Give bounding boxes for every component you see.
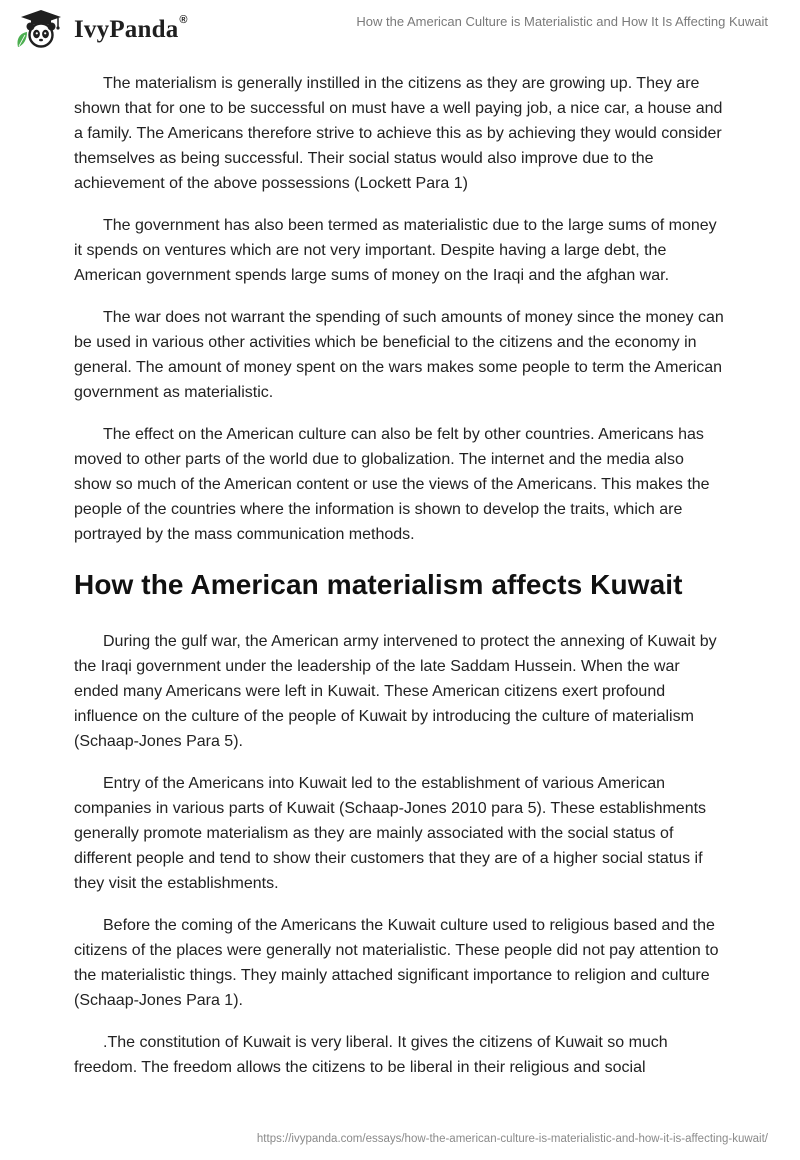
source-url[interactable]: https://ivypanda.com/essays/how-the-american-culture-is-materialistic-and-how-it-is-affecting-kuwait/ bbox=[256, 1133, 768, 1145]
section-heading: How the American materialism affects Kuwait bbox=[74, 569, 683, 600]
paragraph: During the gulf war, the American army intervened to protect the annexing of Kuwait by the Iraqi government under the leadership of the late Saddam Hussein. When the war ended many Americans were left in Kuwait. These American citizens exert profound influence on the culture of the people of Kuwait by introducing the culture of materialism (Schaap-Jones Para 5). bbox=[74, 633, 717, 750]
document-title: How the American Culture is Materialistic and How It Is Affecting Kuwait bbox=[356, 14, 768, 29]
registered-mark: ® bbox=[179, 14, 188, 26]
paragraph: The government has also been termed as materialistic due to the large sums of money it spends on ventures which are not very important. Despite having a large debt, the American government spends large sums of money on the Iraqi and the afghan war. bbox=[74, 217, 717, 284]
panda-graduate-icon bbox=[14, 9, 68, 49]
page-header bbox=[0, 0, 800, 62]
paragraph: The effect on the American culture can also be felt by other countries. Americans has moved to other parts of the world due to globalization. The internet and the media also show so much of the American content or use the views of the Americans. This makes the people of the countries where the information is shown to develop the traits, which are portrayed by the mass communication methods. bbox=[74, 426, 710, 543]
ivypanda-logo[interactable] bbox=[14, 9, 188, 49]
paragraph: Before the coming of the Americans the Kuwait culture used to religious based and the citizens of the places were generally not materialistic. These people did not pay attention to the materialistic things. They mainly attached significant importance to religion and culture (Schaap-Jones Para 1). bbox=[74, 917, 719, 1009]
paragraph: Entry of the Americans into Kuwait led to the establishment of various American companies in various parts of Kuwait (Schaap-Jones 2010 para 5). These establishments generally promote materialism as they are mainly associated with the social status of different people and tend to show their customers that they are of a higher social status if they visit the establishments. bbox=[74, 775, 707, 892]
paragraph: The war does not warrant the spending of such amounts of money since the money can be used in various other activities which be beneficial to the citizens and the economy in general. The amount of money spent on the wars makes some people to term the American government as materialistic. bbox=[74, 309, 724, 401]
logo-wordmark: IvyPanda® bbox=[74, 14, 188, 43]
paragraph: The materialism is generally instilled in the citizens as they are growing up. They are shown that for one to be successful on must have a well paying job, a nice car, a house and a family. The Americans therefore strive to achieve this as by achieving they would consider themselves as being successful. Their social status would also improve due to the achievement of the above possessions (Lockett Para 1) bbox=[74, 75, 723, 192]
essay-body bbox=[74, 71, 724, 1097]
paragraph: .The constitution of Kuwait is very liberal. It gives the citizens of Kuwait so much freedom. The freedom allows the citizens to be liberal in their religious and social bbox=[74, 1034, 668, 1076]
